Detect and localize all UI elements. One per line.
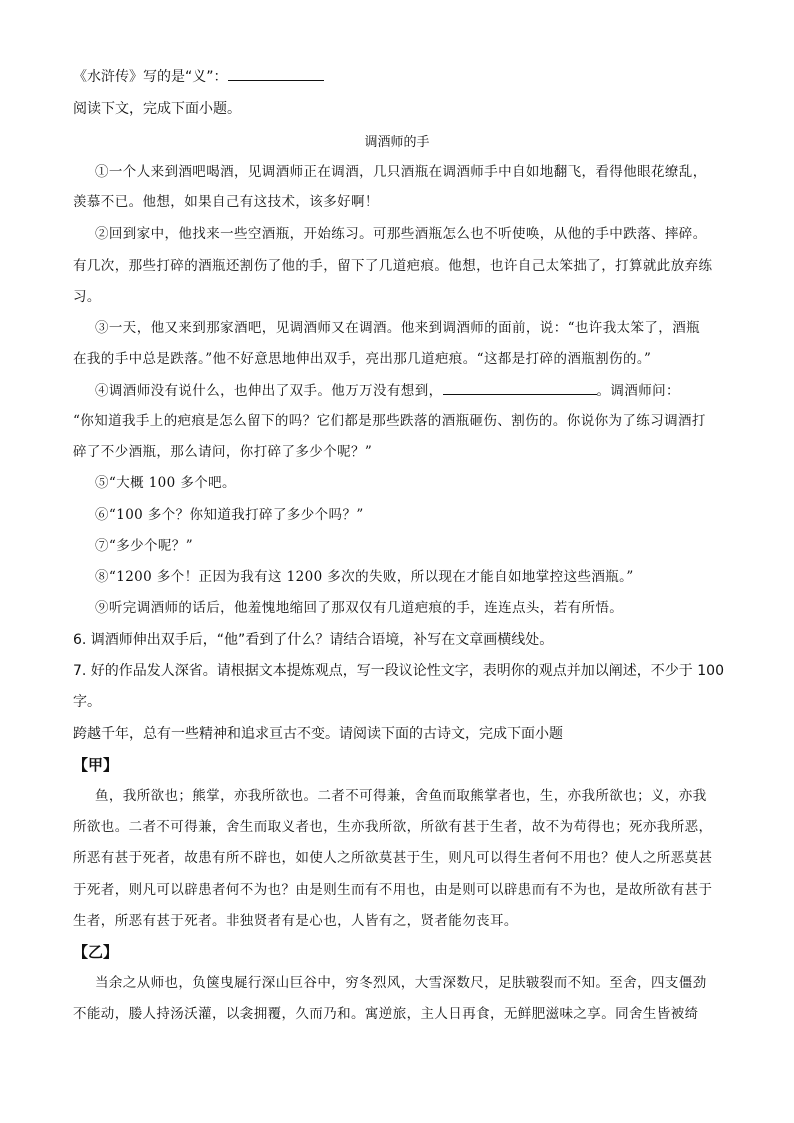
answer-blank[interactable] xyxy=(228,66,324,81)
paragraph-7: ⑦“多少个呢？” xyxy=(95,538,194,554)
paragraph-6: ⑥“100 多个？你知道我打碎了多少个吗？” xyxy=(95,507,364,523)
question-7-line-1: 7. 好的作品发人深省。请根据文本提炼观点，写一段议论性文字，表明你的观点并加以阐述，不少于 100 xyxy=(73,663,724,679)
story-title: 调酒师的手 xyxy=(364,135,430,150)
paragraph-9: ⑨听完调酒师的话后，他羞愧地缩回了那双仅有几道疤痕的手，连连点头，若有所悟。 xyxy=(95,600,624,616)
jia-line-1: 鱼，我所欲也；熊掌，亦我所欲也。二者不可得兼，舍鱼而取熊掌者也，生，亦我所欲也；义，亦我 xyxy=(95,788,707,804)
paragraph-3-line-2: 在我的手中总是跌落。”他不好意思地伸出双手，亮出那几道疤痕。“这都是打碎的酒瓶割伤的。” xyxy=(73,351,652,367)
section-jia-label: 【甲】 xyxy=(73,756,119,774)
question-shuihu-text: 《水浒传》写的是“义”： xyxy=(73,69,228,85)
question-shuihu xyxy=(73,66,324,87)
paragraph-5: ⑤“大概 100 多个吧。 xyxy=(95,475,236,491)
paragraph-3-line-1: ③一天，他又来到那家酒吧，见调酒师又在调酒。他来到调酒师的面前，说：“也许我太笨了，酒瓶 xyxy=(95,320,700,336)
paragraph-4-line-2: “你知道我手上的疤痕是怎么留下的吗？它们都是那些跌落的酒瓶砸伤、割伤的。你说你为了练习调酒打 xyxy=(73,413,706,429)
paragraph-2-line-1: ②回到家中，他找来一些空酒瓶，开始练习。可那些酒瓶怎么也不听使唤，从他的手中跌落、摔碎。 xyxy=(95,226,707,242)
paragraph-1-line-2: 羡慕不已。他想，如果自己有这技术，该多好啊！ xyxy=(73,194,379,210)
jia-line-2: 所欲也。二者不可得兼，舍生而取义者也，生亦我所欲，所欲有甚于生者，故不为苟得也；死亦我所恶， xyxy=(73,819,713,835)
jia-line-3: 所恶有甚于死者，故患有所不辟也，如使人之所欲莫甚于生，则凡可以得生者何不用也？使人之所恶莫甚 xyxy=(73,850,713,866)
paragraph-2-line-3: 习。 xyxy=(73,289,101,305)
paragraph-2-line-2: 有几次，那些打碎的酒瓶还割伤了他的手，留下了几道疤痕。他想，也许自己太笨拙了，打算就此放弃练 xyxy=(73,258,713,274)
reading-intro: 阅读下文，完成下面小题。 xyxy=(73,101,241,117)
question-6: 6. 调酒师伸出双手后，“他”看到了什么？请结合语境，补写在文章画横线处。 xyxy=(73,632,554,648)
fill-in-blank[interactable] xyxy=(443,380,597,395)
paragraph-4-before-blank: ④调酒师没有说什么，也伸出了双手。他万万没有想到， xyxy=(95,383,443,399)
paragraph-1-line-1: ①一个人来到酒吧喝酒，见调酒师正在调酒，几只酒瓶在调酒师手中自如地翻飞，看得他眼花缭乱， xyxy=(95,164,707,180)
jia-line-4: 于死者，则凡可以辟患者何不为也？由是则生而有不用也，由是则可以辟患而有不为也，是故所欲有甚于 xyxy=(73,882,713,898)
question-7-line-2: 字。 xyxy=(73,694,101,710)
paragraph-4-line-3: 碎了不少酒瓶，那么请问，你打碎了多少个呢？” xyxy=(73,444,373,460)
paragraph-8: ⑧“1200 多个！正因为我有这 1200 多次的失败，所以现在才能自如地掌控这些酒瓶。” xyxy=(95,569,634,585)
paragraph-4-line-1 xyxy=(95,380,680,401)
jia-line-5: 生者，所恶有甚于死者。非独贤者有是心也，人皆有之，贤者能勿丧耳。 xyxy=(73,913,518,929)
yi-line-2: 不能动，媵人持汤沃灌，以衾拥覆，久而乃和。寓逆旅，主人日再食，无鲜肥滋味之享。同舍生皆被绮 xyxy=(73,1006,699,1022)
section-yi-label: 【乙】 xyxy=(73,943,119,961)
yi-line-1: 当余之从师也，负箧曳屣行深山巨谷中，穷冬烈风，大雪深数尺，足肤皲裂而不知。至舍，四支僵劲 xyxy=(95,975,707,991)
paragraph-4-after-blank: 。调酒师问： xyxy=(596,383,680,399)
classical-intro: 跨越千年，总有一些精神和追求亘古不变。请阅读下面的古诗文，完成下面小题 xyxy=(73,726,563,742)
